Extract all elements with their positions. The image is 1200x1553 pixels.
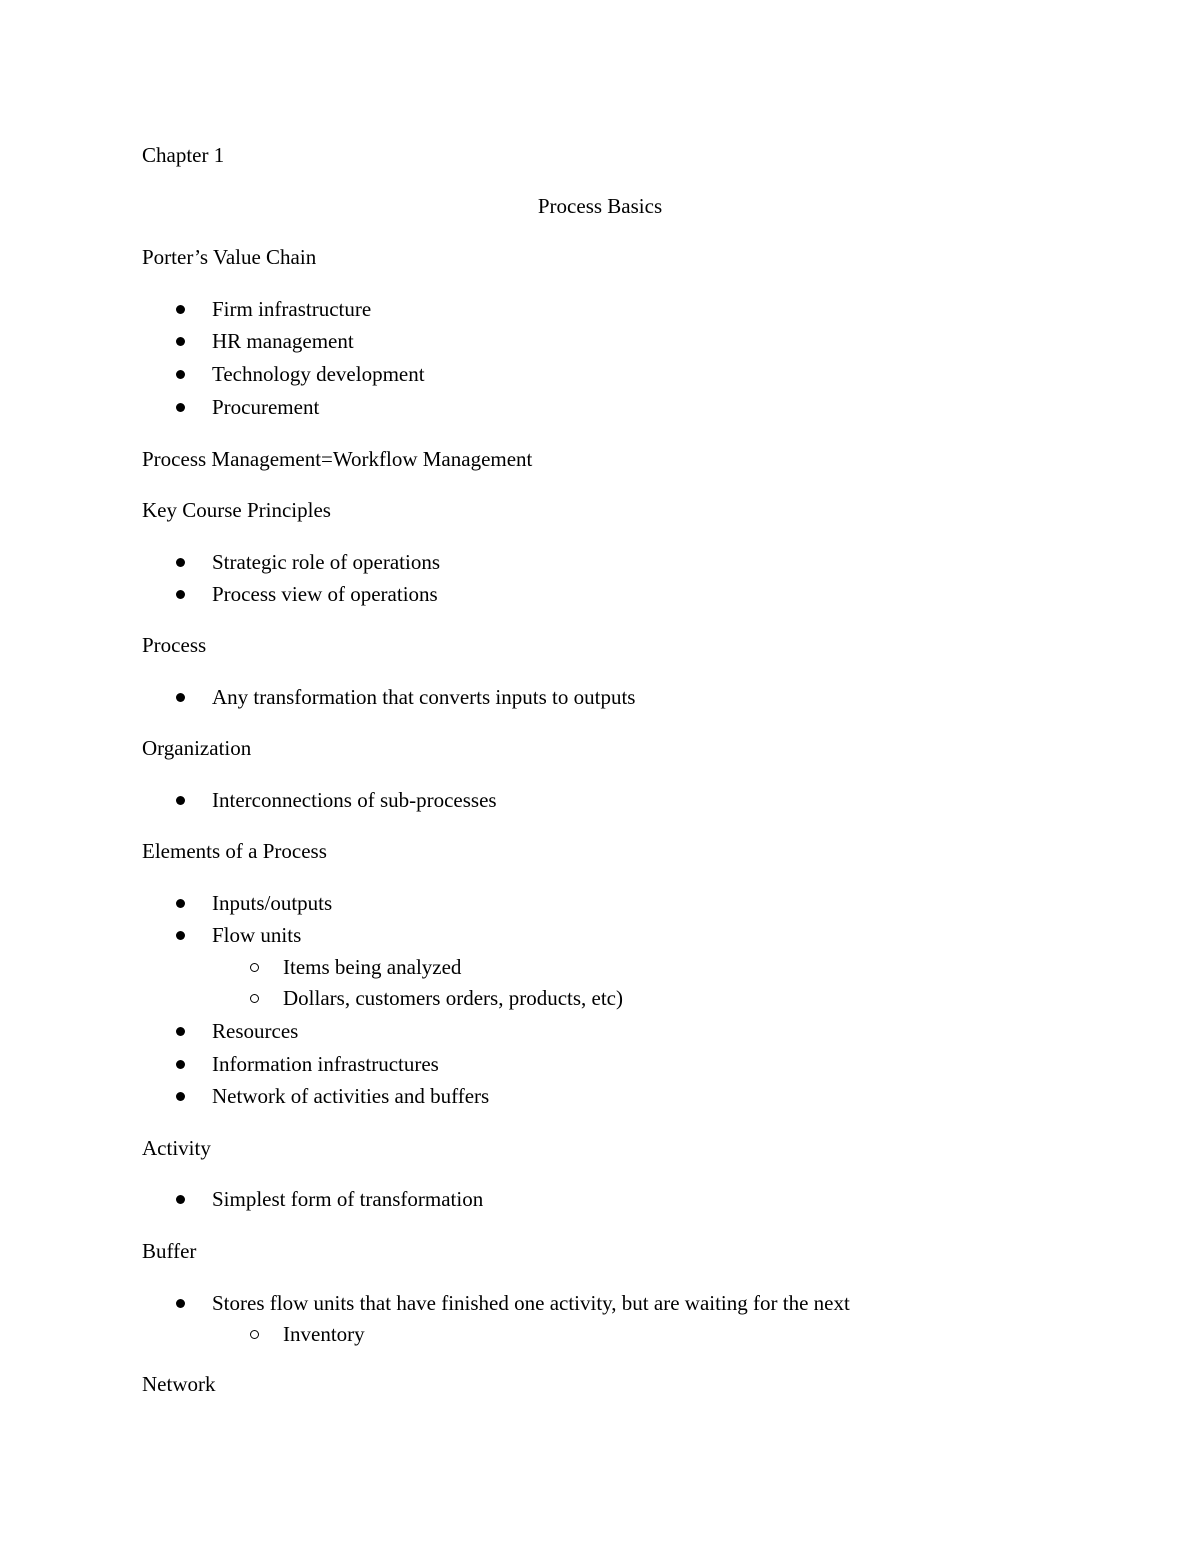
- bullet-icon: [176, 931, 185, 940]
- section-heading: Buffer: [142, 1239, 197, 1263]
- section-heading: Elements of a Process: [142, 839, 327, 863]
- bullet-icon: [176, 693, 185, 702]
- bullet-icon: [176, 1060, 185, 1069]
- bullet-icon: [176, 1195, 185, 1204]
- bullet-icon: [176, 1092, 185, 1101]
- list-item: Stores flow units that have finished one activity, but are waiting for the next: [212, 1291, 850, 1315]
- bullet-icon: [176, 337, 185, 346]
- list-item: HR management: [212, 329, 354, 353]
- sub-list-item: Inventory: [283, 1322, 365, 1346]
- sub-bullet-icon: [250, 1330, 259, 1339]
- sub-bullet-icon: [250, 963, 259, 972]
- section-heading: Network: [142, 1372, 216, 1396]
- list-item: Resources: [212, 1019, 299, 1043]
- bullet-icon: [176, 1299, 185, 1308]
- list-item: Process view of operations: [212, 582, 438, 606]
- list-item: Technology development: [212, 362, 425, 386]
- chapter-label: Chapter 1: [142, 143, 225, 167]
- section-heading: Organization: [142, 736, 252, 760]
- list-item: Information infrastructures: [212, 1052, 439, 1076]
- section-heading: Key Course Principles: [142, 498, 331, 522]
- list-item: Firm infrastructure: [212, 297, 372, 321]
- bullet-icon: [176, 899, 185, 908]
- bullet-icon: [176, 370, 185, 379]
- sub-bullet-icon: [250, 994, 259, 1003]
- section-heading: Process: [142, 633, 207, 657]
- list-item: Simplest form of transformation: [212, 1187, 484, 1211]
- bullet-icon: [176, 1027, 185, 1036]
- list-item: Strategic role of operations: [212, 550, 441, 574]
- bullet-icon: [176, 558, 185, 567]
- bullet-icon: [176, 403, 185, 412]
- sub-list-item: Items being analyzed: [283, 955, 462, 979]
- list-item: Inputs/outputs: [212, 891, 333, 915]
- sub-list-item: Dollars, customers orders, products, etc): [283, 986, 623, 1010]
- list-item: Interconnections of sub-processes: [212, 788, 497, 812]
- page-title: Process Basics: [537, 194, 663, 218]
- section-heading: Activity: [142, 1136, 211, 1160]
- list-item: Network of activities and buffers: [212, 1084, 490, 1108]
- section-heading: Process Management=Workflow Management: [142, 447, 533, 471]
- bullet-icon: [176, 796, 185, 805]
- list-item: Procurement: [212, 395, 320, 419]
- list-item: Any transformation that converts inputs to outputs: [212, 685, 636, 709]
- section-heading: Porter’s Value Chain: [142, 245, 317, 269]
- bullet-icon: [176, 590, 185, 599]
- list-item: Flow units: [212, 923, 302, 947]
- bullet-icon: [176, 305, 185, 314]
